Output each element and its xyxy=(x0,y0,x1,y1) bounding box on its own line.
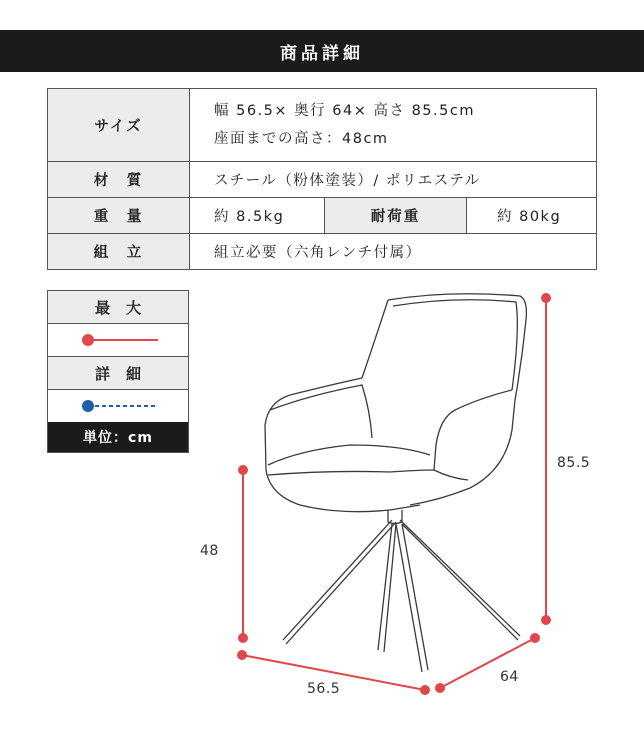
page-title: 商品詳細 xyxy=(0,30,644,72)
size-dimensions-text: 幅 56.5× 奥行 64× 高さ 85.5cm xyxy=(214,103,475,119)
unit-label: 単位：cm xyxy=(48,422,188,452)
depth-dimension-line xyxy=(440,638,535,688)
depth-dimension-label: 64 xyxy=(500,669,519,685)
legend-max-label: 最大 xyxy=(48,291,188,323)
seat-height-dimension-label: 48 xyxy=(200,543,219,559)
spec-label-load: 耐荷重 xyxy=(325,198,467,234)
seat-height-text: 座面までの高さ：48cm xyxy=(214,131,389,147)
spec-value-assembly: 組立必要（六角レンチ付属） xyxy=(190,234,597,270)
spec-label-assembly: 組 立 xyxy=(48,234,190,270)
height-dimension-label: 85.5 xyxy=(557,455,591,471)
spec-value-load: 約 80kg xyxy=(467,198,597,234)
spec-value-material: スチール（粉体塗装）/ ポリエステル xyxy=(190,162,597,198)
width-dimension-label: 56.5 xyxy=(307,681,341,697)
spec-value-weight: 約 8.5kg xyxy=(190,198,325,234)
spec-label-weight: 重 量 xyxy=(48,198,190,234)
spec-label-material: 材 質 xyxy=(48,162,190,198)
dimension-lines xyxy=(238,294,550,694)
legend-detail-label: 詳細 xyxy=(48,357,188,389)
spec-label-size: サイズ xyxy=(48,89,190,162)
chair-outline xyxy=(265,294,526,672)
